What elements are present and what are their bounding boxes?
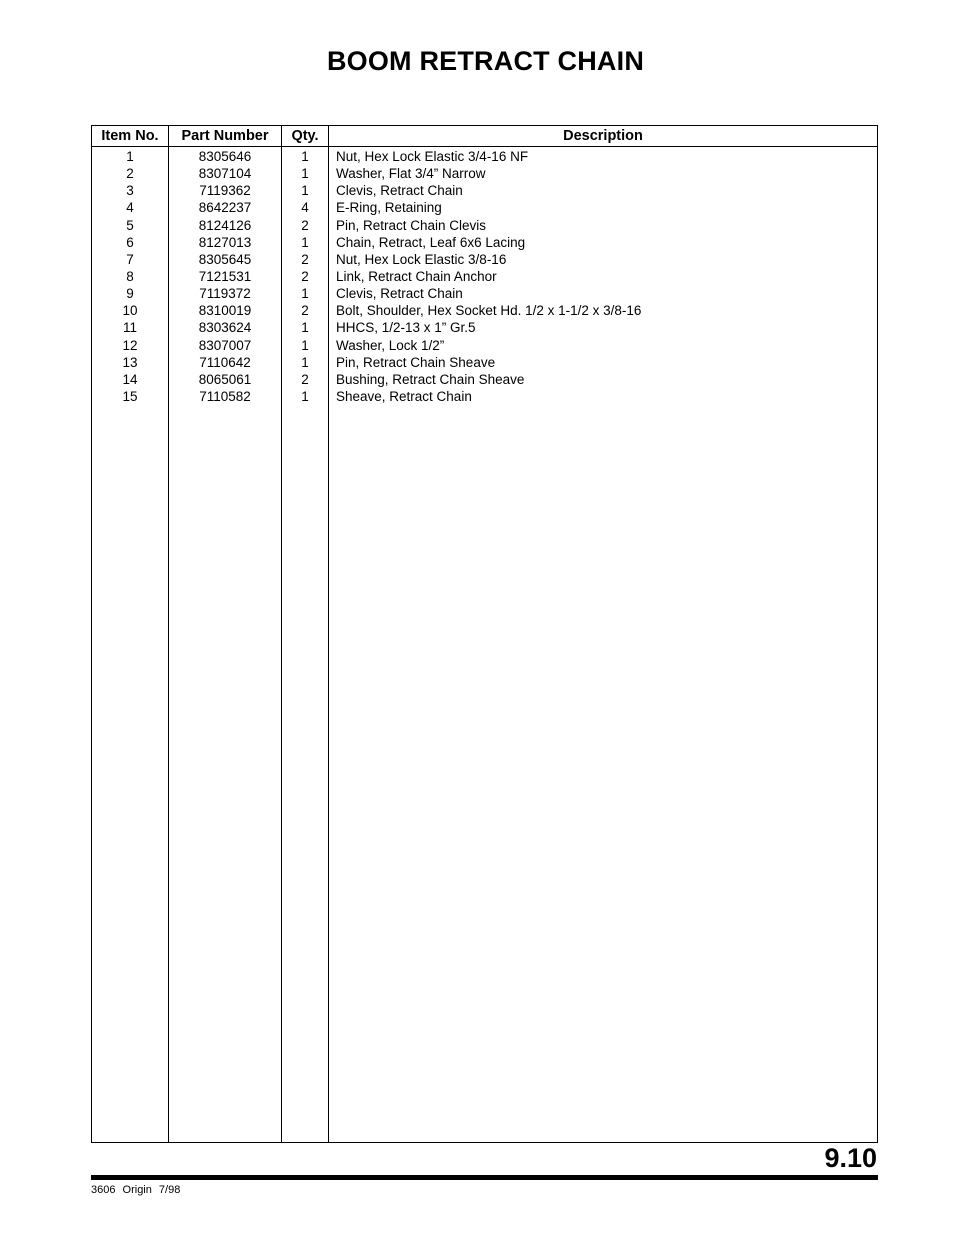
description-cell: Nut, Hex Lock Elastic 3/8-16 xyxy=(336,251,507,267)
table-row xyxy=(92,217,877,234)
page-number: 9.10 xyxy=(824,1143,877,1173)
item-no-cell: 8 xyxy=(126,268,134,284)
part-number-cell: 7110582 xyxy=(199,388,251,404)
item-no-cell: 14 xyxy=(122,371,138,387)
item-no-cell: 12 xyxy=(122,337,138,353)
qty-cell: 1 xyxy=(301,183,309,199)
item-no-cell: 5 xyxy=(126,217,134,233)
qty-cell: 1 xyxy=(301,388,309,404)
item-no-cell: 4 xyxy=(126,200,134,216)
page-title: BOOM RETRACT CHAIN xyxy=(326,46,645,76)
part-number-cell: 8307007 xyxy=(198,337,252,353)
header-description: Description xyxy=(563,128,643,144)
item-no-cell: 6 xyxy=(126,234,134,250)
part-number-cell: 8310019 xyxy=(198,303,252,319)
table-header xyxy=(92,126,877,147)
qty-cell: 2 xyxy=(301,251,309,267)
qty-cell: 2 xyxy=(301,217,309,233)
parts-table xyxy=(91,125,878,1143)
table-row xyxy=(92,319,877,336)
item-no-cell: 15 xyxy=(122,388,138,404)
item-no-cell: 3 xyxy=(126,183,134,199)
part-number-cell: 8305646 xyxy=(198,149,252,164)
table-row xyxy=(92,251,877,268)
part-number-cell: 8642237 xyxy=(198,200,252,216)
qty-cell: 1 xyxy=(301,149,309,164)
part-number-cell: 7119362 xyxy=(199,183,251,199)
description-cell: E-Ring, Retaining xyxy=(336,200,442,216)
qty-cell: 1 xyxy=(301,166,309,182)
header-qty: Qty. xyxy=(291,128,319,144)
table-row xyxy=(92,148,877,165)
description-cell: Pin, Retract Chain Sheave xyxy=(336,354,496,370)
part-number-cell: 8305645 xyxy=(198,251,252,267)
table-row xyxy=(92,371,877,388)
table-row xyxy=(92,268,877,285)
qty-cell: 1 xyxy=(301,354,309,370)
description-cell: Bolt, Shoulder, Hex Socket Hd. 1/2 x 1-1/2 x 3/8-16 xyxy=(336,303,642,319)
item-no-cell: 7 xyxy=(126,251,134,267)
item-no-cell: 11 xyxy=(122,320,137,336)
item-no-cell: 10 xyxy=(122,303,138,319)
part-number-cell: 7121531 xyxy=(198,268,252,284)
description-cell: Nut, Hex Lock Elastic 3/4-16 NF xyxy=(336,149,529,164)
table-row xyxy=(92,165,877,182)
qty-cell: 2 xyxy=(301,268,309,284)
description-cell: Washer, Lock 1/2” xyxy=(336,337,445,353)
item-no-cell: 2 xyxy=(126,166,134,182)
table-row xyxy=(92,234,877,251)
part-number-cell: 8124126 xyxy=(198,217,252,233)
part-number-cell: 7110642 xyxy=(199,354,251,370)
description-cell: Pin, Retract Chain Clevis xyxy=(336,217,487,233)
footer-rule xyxy=(91,1175,878,1180)
qty-cell: 4 xyxy=(301,200,309,216)
qty-cell: 1 xyxy=(301,337,309,353)
description-cell: Washer, Flat 3/4” Narrow xyxy=(336,166,486,182)
part-number-cell: 8307104 xyxy=(198,166,252,182)
qty-cell: 2 xyxy=(301,303,309,319)
qty-cell: 1 xyxy=(301,234,309,250)
description-cell: Link, Retract Chain Anchor xyxy=(336,268,497,284)
item-no-cell: 9 xyxy=(126,286,134,302)
table-body xyxy=(92,148,877,405)
table-row xyxy=(92,285,877,302)
item-no-cell: 13 xyxy=(122,354,138,370)
qty-cell: 1 xyxy=(301,286,309,302)
qty-cell: 1 xyxy=(301,320,309,336)
description-cell: Clevis, Retract Chain xyxy=(336,286,463,302)
description-cell: HHCS, 1/2-13 x 1” Gr.5 xyxy=(336,320,476,336)
footer-text: 3606 Origin 7/98 xyxy=(91,1184,181,1196)
table-row xyxy=(92,182,877,199)
table-row xyxy=(92,388,877,405)
table-row xyxy=(92,337,877,354)
table-row xyxy=(92,354,877,371)
header-item-no: Item No. xyxy=(101,128,159,144)
table-row xyxy=(92,199,877,216)
qty-cell: 2 xyxy=(301,371,309,387)
header-part-number: Part Number xyxy=(181,128,269,144)
description-cell: Bushing, Retract Chain Sheave xyxy=(336,371,525,387)
description-cell: Chain, Retract, Leaf 6x6 Lacing xyxy=(336,234,526,250)
description-cell: Sheave, Retract Chain xyxy=(336,388,472,404)
part-number-cell: 8127013 xyxy=(198,234,252,250)
description-cell: Clevis, Retract Chain xyxy=(336,183,463,199)
item-no-cell: 1 xyxy=(126,149,134,164)
table-row xyxy=(92,302,877,319)
part-number-cell: 8065061 xyxy=(198,371,252,387)
part-number-cell: 8303624 xyxy=(198,320,252,336)
part-number-cell: 7119372 xyxy=(199,286,251,302)
